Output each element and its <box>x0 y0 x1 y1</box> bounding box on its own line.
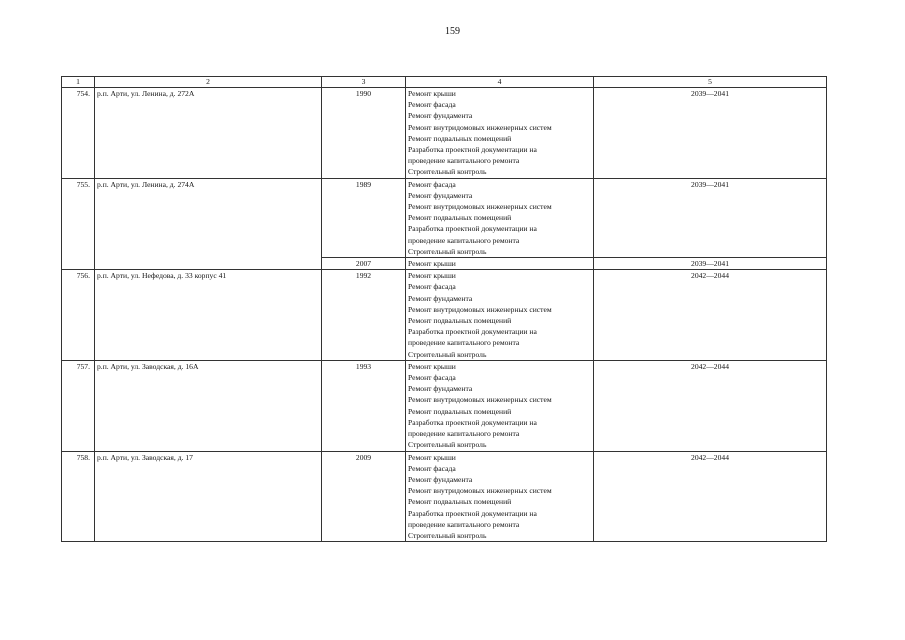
work-item: Ремонт крыши <box>408 361 456 371</box>
work-item: Ремонт внутридомовых инженерных систем <box>408 202 552 212</box>
work-item: Ремонт фасада <box>408 100 456 110</box>
work-item: Ремонт подвальных помещений <box>408 213 512 223</box>
work-item: Ремонт внутридомовых инженерных систем <box>408 395 552 405</box>
table-row <box>62 270 827 361</box>
work-item: Ремонт подвальных помещений <box>408 497 512 507</box>
work-item: Ремонт подвальных помещений <box>408 133 512 143</box>
work-item: Ремонт крыши <box>408 452 456 462</box>
column-header-4: 4 <box>406 77 594 88</box>
work-item: Ремонт фундамента <box>408 111 473 121</box>
column-header-5: 5 <box>594 77 827 88</box>
column-header-2: 2 <box>95 77 322 88</box>
work-item: проведение капитального ремонта <box>408 429 520 439</box>
column-header-1: 1 <box>62 77 95 88</box>
repair-schedule-table <box>61 76 827 542</box>
page-number: 159 <box>445 26 460 37</box>
work-item: Ремонт внутридомовых инженерных систем <box>408 122 552 132</box>
work-item: Ремонт подвальных помещений <box>408 406 512 416</box>
table-row <box>62 451 827 542</box>
row-number: 758. <box>62 451 95 542</box>
work-item: Строительный контроль <box>408 440 487 450</box>
work-item: проведение капитального ремонта <box>408 338 520 348</box>
table-body <box>62 77 827 542</box>
work-item: Ремонт фасада <box>408 282 456 292</box>
row-number: 754. <box>62 88 95 179</box>
row-works-list <box>406 360 594 451</box>
work-item: Разработка проектной документации на <box>408 327 537 337</box>
work-item: проведение капитального ремонта <box>408 519 520 529</box>
table-row <box>62 88 827 179</box>
work-item: Разработка проектной документации на <box>408 417 537 427</box>
row-year: 1993 <box>322 360 406 451</box>
row-year: 1990 <box>322 88 406 179</box>
work-item: Ремонт подвальных помещений <box>408 316 512 326</box>
row-year: 1989 <box>322 178 406 257</box>
row-period: 2039—2041 <box>594 88 827 179</box>
work-item: Ремонт фундамента <box>408 474 473 484</box>
row-number: 755. <box>62 178 95 270</box>
row-works-list <box>406 270 594 361</box>
work-item: Строительный контроль <box>408 167 487 177</box>
work-item: Ремонт фундамента <box>408 384 473 394</box>
row-period: 2039—2041 <box>594 178 827 257</box>
column-header-row <box>62 77 827 88</box>
work-item: проведение капитального ремонта <box>408 235 520 245</box>
row-address: р.п. Арти, ул. Заводская, д. 17 <box>95 451 322 542</box>
work-item: Разработка проектной документации на <box>408 145 537 155</box>
work-item: Разработка проектной документации на <box>408 508 537 518</box>
work-item: Ремонт внутридомовых инженерных систем <box>408 486 552 496</box>
work-item: Ремонт фасада <box>408 373 456 383</box>
work-item: Ремонт фундамента <box>408 190 473 200</box>
work-item: Ремонт внутридомовых инженерных систем <box>408 304 552 314</box>
row-address: р.п. Арти, ул. Ленина, д. 274А <box>95 178 322 270</box>
table-row <box>62 178 827 257</box>
work-item: Ремонт крыши <box>408 89 456 98</box>
row-year: 2007 <box>322 258 406 270</box>
row-works-list <box>406 451 594 542</box>
row-number: 757. <box>62 360 95 451</box>
row-year: 2009 <box>322 451 406 542</box>
row-period: 2042—2044 <box>594 451 827 542</box>
work-item: Строительный контроль <box>408 246 487 256</box>
work-item: Ремонт крыши <box>408 271 456 281</box>
row-year: 1992 <box>322 270 406 361</box>
work-item: проведение капитального ремонта <box>408 156 520 166</box>
row-address: р.п. Арти, ул. Нефедова, д. 33 корпус 41 <box>95 270 322 361</box>
row-works-list <box>406 88 594 179</box>
table-row <box>62 360 827 451</box>
row-address: р.п. Арти, ул. Заводская, д. 16А <box>95 360 322 451</box>
work-item: Разработка проектной документации на <box>408 224 537 234</box>
work-item: Ремонт фасада <box>408 463 456 473</box>
work-item: Ремонт крыши <box>408 259 456 269</box>
row-works-list <box>406 178 594 257</box>
work-item: Ремонт фундамента <box>408 293 473 303</box>
row-period: 2042—2044 <box>594 360 827 451</box>
row-period: 2039—2041 <box>594 258 827 270</box>
work-item: Ремонт фасада <box>408 179 456 189</box>
work-item: Строительный контроль <box>408 349 487 359</box>
column-header-3: 3 <box>322 77 406 88</box>
row-address: р.п. Арти, ул. Ленина, д. 272А <box>95 88 322 179</box>
work-item: Строительный контроль <box>408 530 487 540</box>
row-number: 756. <box>62 270 95 361</box>
row-works-list <box>406 258 594 270</box>
row-period: 2042—2044 <box>594 270 827 361</box>
